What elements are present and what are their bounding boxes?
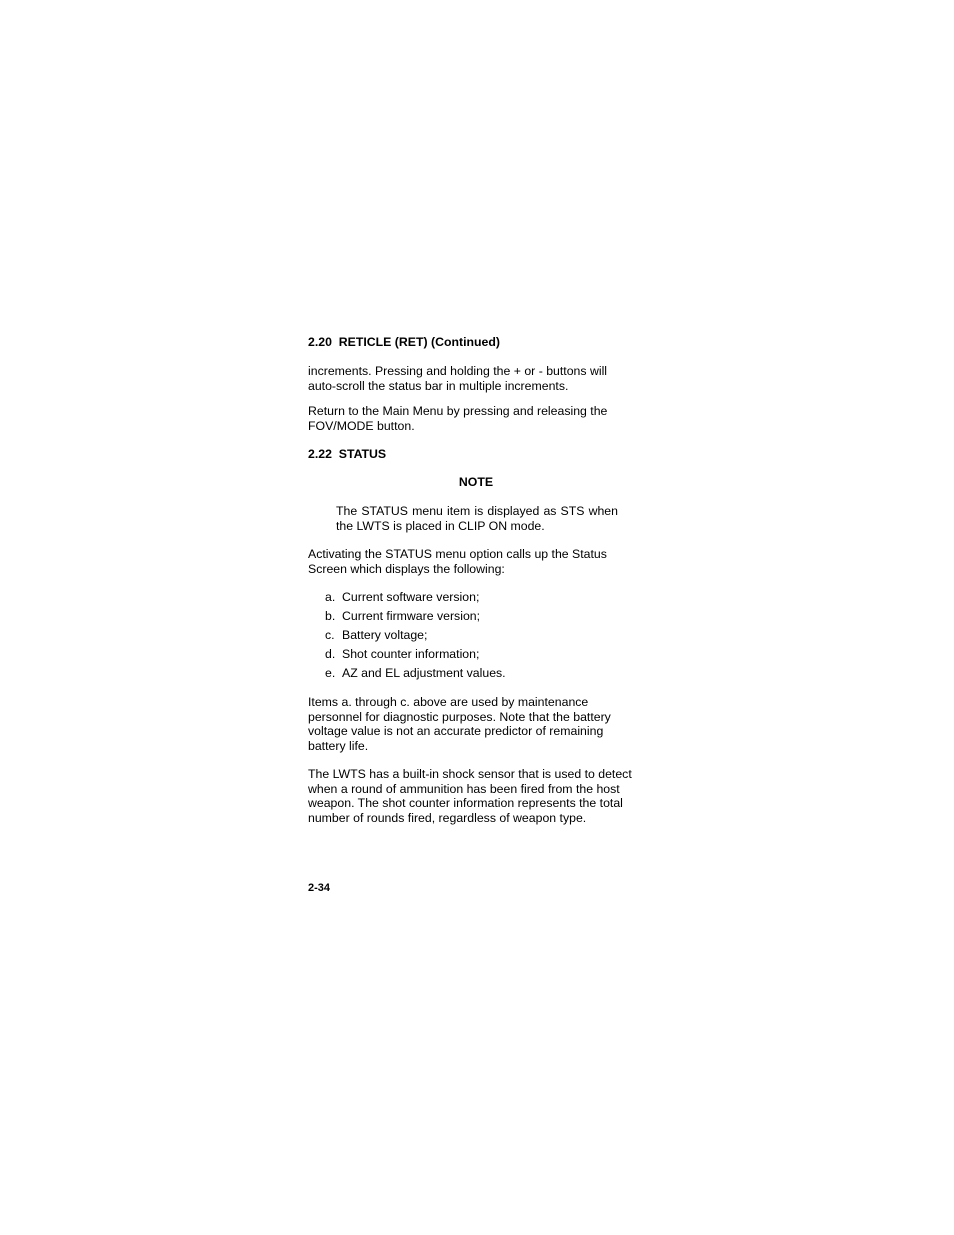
- list-item: [325, 666, 625, 685]
- paragraph-status-intro: Activating the STATUS menu option calls up the Status Screen which displays the following:: [308, 547, 607, 576]
- list-item-text: AZ and EL adjustment values.: [342, 666, 506, 680]
- list-item-text: Current software version;: [342, 590, 480, 604]
- status-item-list: [325, 590, 625, 685]
- list-item-letter: a.: [325, 590, 336, 604]
- section-heading-reticle-continued: 2.20 RETICLE (RET) (Continued): [308, 335, 500, 349]
- section-heading-status: 2.22 STATUS: [308, 447, 387, 461]
- paragraph-return-main-menu: Return to the Main Menu by pressing and releasing the FOV/MODE button.: [308, 404, 608, 433]
- list-item: [325, 647, 625, 666]
- list-item-letter: c.: [325, 628, 335, 642]
- note-title: NOTE: [458, 475, 494, 489]
- list-item-letter: e.: [325, 666, 336, 680]
- paragraph-increments: increments. Pressing and holding the + or - buttons will auto-scroll the status bar in multiple increments.: [308, 364, 608, 393]
- note-text: The STATUS menu item is displayed as STS when the LWTS is placed in CLIP ON mode.: [336, 504, 618, 533]
- list-item: [325, 609, 625, 628]
- list-item-letter: d.: [325, 647, 336, 661]
- list-item: [325, 628, 625, 647]
- list-item-text: Current firmware version;: [342, 609, 481, 623]
- paragraph-shock-sensor: The LWTS has a built-in shock sensor that is used to detect when a round of ammunition has been fired from the host weapon. The shot counter information represents the total number of rounds fired, regardless of weapon type.: [308, 767, 632, 825]
- list-item-letter: b.: [325, 609, 336, 623]
- page-number: 2-34: [308, 882, 331, 894]
- list-item-text: Battery voltage;: [342, 628, 428, 642]
- list-item-text: Shot counter information;: [342, 647, 480, 661]
- list-item: [325, 590, 625, 609]
- paragraph-maintenance-diagnostics: Items a. through c. above are used by maintenance personnel for diagnostic purposes. Note that the battery voltage value is not an accurate predictor of remaining battery life.: [308, 695, 611, 753]
